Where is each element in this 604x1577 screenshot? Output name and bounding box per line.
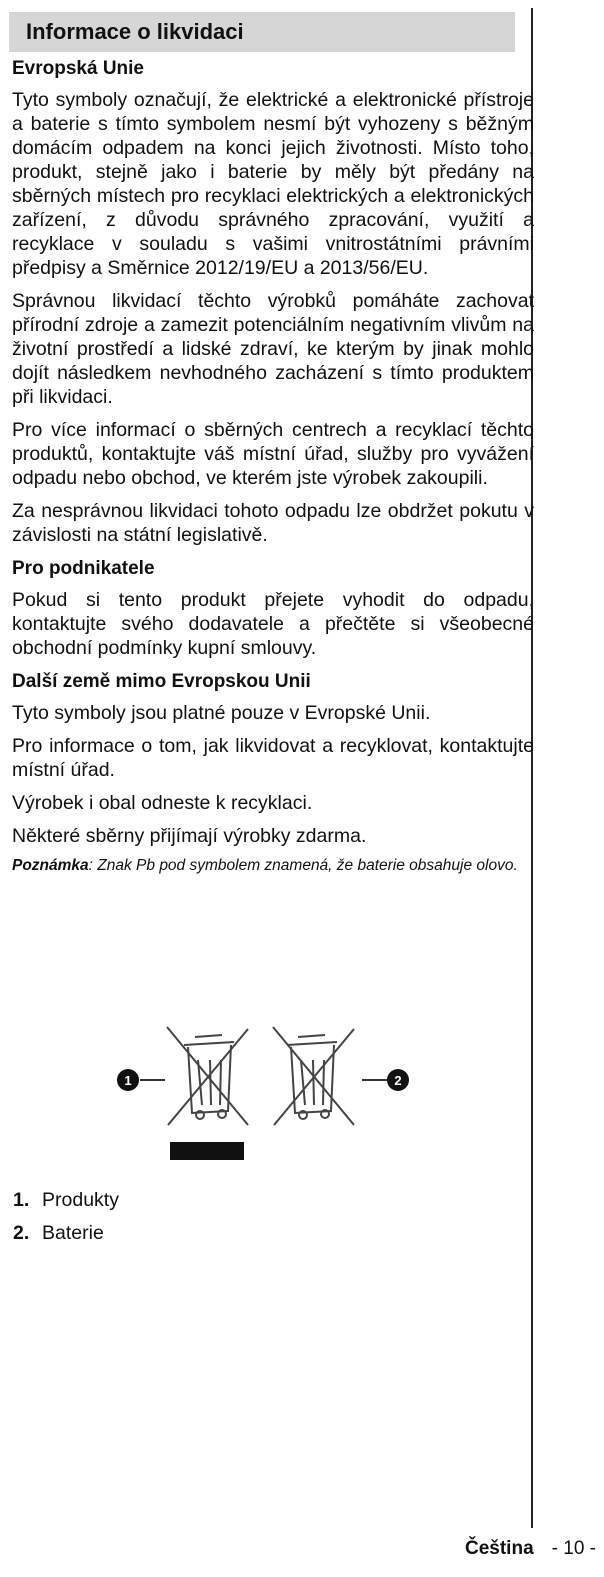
legend-list bbox=[13, 1188, 119, 1254]
black-bar-product bbox=[170, 1142, 244, 1160]
note-label: Poznámka bbox=[12, 857, 89, 874]
document-body bbox=[12, 56, 534, 875]
list-label: Baterie bbox=[42, 1222, 104, 1244]
paragraph: Tyto symboly jsou platné pouze v Evropské Unii. bbox=[12, 702, 431, 724]
list-number: 1. bbox=[13, 1189, 30, 1211]
note bbox=[12, 857, 534, 875]
list-item bbox=[13, 1188, 119, 1221]
footer-language: Čeština bbox=[465, 1538, 534, 1559]
weee-symbols-svg bbox=[110, 1025, 420, 1170]
paragraph: Tyto symboly označují, že elektrické a elektronické přístroje a baterie s tímto symbolem nesmí být vyhozeny s běžným domácím odpadem na konci jejich životnosti. Místo toho, produkt, stejně jako i baterie by měly být předány na sběrných místech pro recyklaci elektrických a elektronických zařízení, z důvodu správného zpracování, využití a recyklace v souladu s vašimi vnitrostátními právními předpisy a Směrnice 2012/19/EU a 2013/56/EU. bbox=[12, 89, 534, 279]
list-number: 2. bbox=[13, 1222, 30, 1244]
section-heading-non-eu: Další země mimo Evropskou Unii bbox=[12, 671, 311, 692]
paragraph: Některé sběrny přijímají výrobky zdarma. bbox=[12, 825, 367, 847]
callout-2-number: 2 bbox=[394, 1073, 402, 1088]
page-number: - 10 - bbox=[551, 1538, 596, 1559]
list-label: Produkty bbox=[42, 1189, 119, 1211]
paragraph: Za nesprávnou likvidaci tohoto odpadu lze obdržet pokutu v závislosti na státní legislativě. bbox=[12, 500, 534, 546]
section-heading-business: Pro podnikatele bbox=[12, 558, 155, 579]
section-heading-eu: Evropská Unie bbox=[12, 58, 144, 79]
callout-1-number: 1 bbox=[124, 1073, 132, 1088]
crossed-bin-icon-product bbox=[167, 1027, 248, 1125]
note-text: : Znak Pb pod symbolem znamená, že baterie obsahuje olovo. bbox=[88, 857, 518, 874]
list-item bbox=[13, 1221, 119, 1254]
page-footer bbox=[465, 1537, 596, 1561]
paragraph: Výrobek i obal odneste k recyklaci. bbox=[12, 792, 313, 814]
paragraph: Pokud si tento produkt přejete vyhodit do odpadu, kontaktujte svého dodavatele a přečtěte si všeobecné obchodní podmínky kupní smlouvy. bbox=[12, 589, 534, 659]
page-title: Informace o likvidaci bbox=[9, 12, 515, 52]
weee-symbols-figure bbox=[110, 1025, 420, 1170]
crossed-bin-icon-battery bbox=[273, 1027, 354, 1125]
paragraph: Pro více informací o sběrných centrech a recyklací těchto produktů, kontaktujte váš místní úřad, služby pro vyvážení odpadu nebo obchod, ve kterém jste výrobek zakoupili. bbox=[12, 419, 534, 489]
paragraph: Pro informace o tom, jak likvidovat a recyklovat, kontaktujte místní úřad. bbox=[12, 735, 534, 781]
paragraph: Správnou likvidací těchto výrobků pomáháte zachovat přírodní zdroje a zamezit potenciálním negativním vlivům na životní prostředí a lidské zdraví, ke kterým by jinak mohlo dojít následkem nevhodného zacházení s tímto produktem při likvidaci. bbox=[12, 290, 534, 408]
